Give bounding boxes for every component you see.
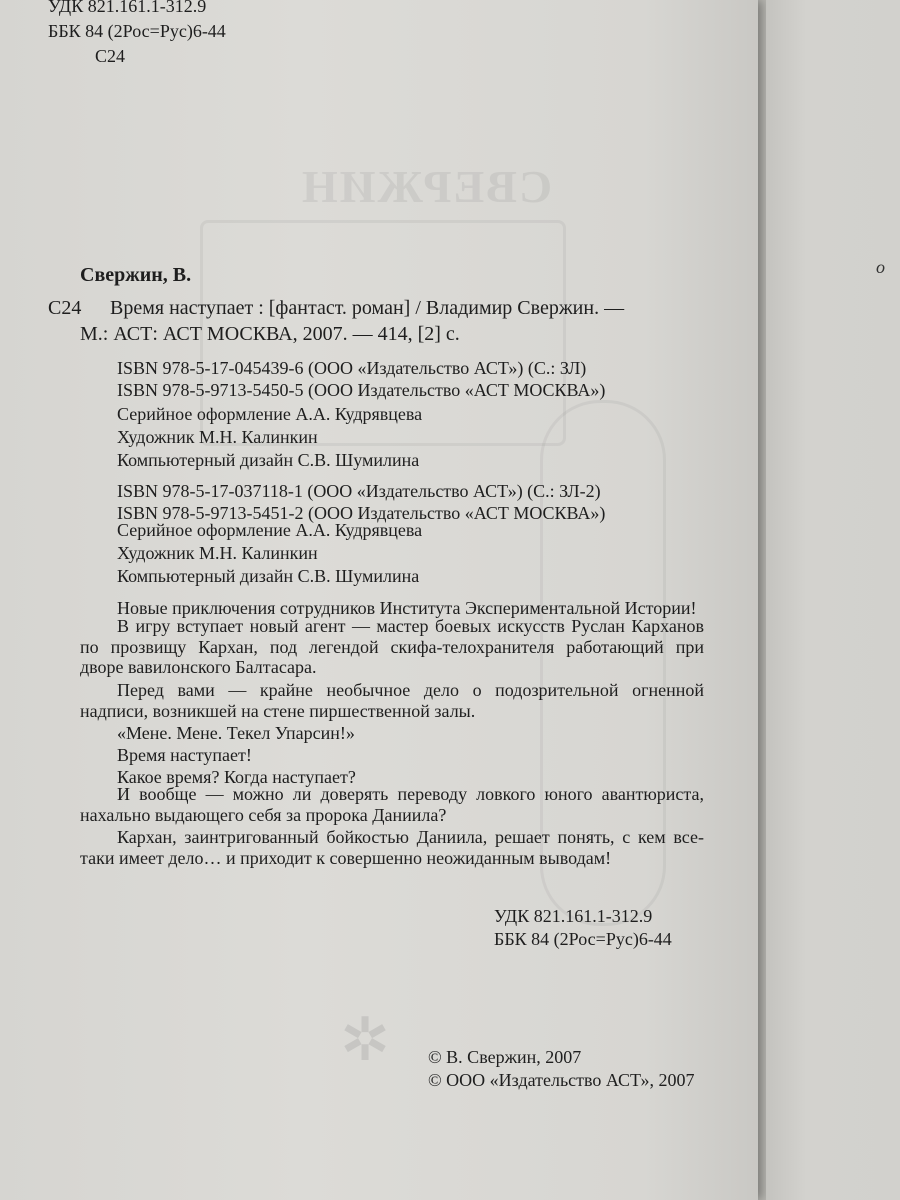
- udk-code-top: УДК 821.161.1-312.9: [48, 0, 207, 16]
- isbn-line: ISBN 978-5-17-045439-6 (ООО «Издательство АСТ») (С.: ЗЛ): [117, 358, 587, 378]
- adjacent-page-fragment: о: [876, 257, 885, 277]
- credit-line: Компьютерный дизайн С.В. Шумилина: [117, 566, 420, 586]
- copyright-line: © ООО «Издательство АСТ», 2007: [428, 1070, 695, 1090]
- isbn-line: ISBN 978-5-17-037118-1 (ООО «Издательство АСТ») (С.: ЗЛ-2): [117, 481, 601, 501]
- annotation-paragraph: Время наступает!: [117, 745, 252, 765]
- credit-line: Художник М.Н. Калинкин: [117, 543, 318, 563]
- copyright-line: © В. Свержин, 2007: [428, 1047, 582, 1067]
- bbk-code-top: ББК 84 (2Рос=Рус)6-44: [48, 21, 226, 41]
- credit-line: Художник М.Н. Калинкин: [117, 427, 318, 447]
- annotation-paragraph: Кархан, заинтригованный бойкостью Даниила, решает понять, с кем все- таки имеет дело… и приходит к совершенно неожиданным выводам!: [80, 827, 704, 868]
- bbk-code-bottom: ББК 84 (2Рос=Рус)6-44: [494, 929, 672, 949]
- imprint-line: М.: АСТ: АСТ МОСКВА, 2007. — 414, [2] с.: [80, 323, 460, 345]
- annotation-paragraph: Перед вами — крайне необычное дело о подозрительной огненной надписи, возникшей на стене пиршественной залы.: [80, 680, 704, 721]
- author-mark-top: С24: [95, 46, 126, 66]
- adjacent-page: [766, 0, 900, 1200]
- author-name: Свержин, В.: [80, 264, 192, 286]
- credit-line: Компьютерный дизайн С.В. Шумилина: [117, 450, 420, 470]
- isbn-line: ISBN 978-5-9713-5451-2 (ООО Издательство «АСТ МОСКВА»): [117, 503, 606, 523]
- show-through-logo: ✲: [339, 1007, 391, 1073]
- show-through-title: СВЕРЖИН: [300, 161, 553, 212]
- annotation-paragraph: И вообще — можно ли доверять переводу ловкого юного авантюриста, нахально выдающего себя за пророка Даниила?: [80, 784, 704, 825]
- udk-code-bottom: УДК 821.161.1-312.9: [494, 906, 653, 926]
- annotation-paragraph: Какое время? Когда наступает?: [117, 767, 356, 787]
- credit-line: Серийное оформление А.А. Кудрявцева: [117, 520, 423, 540]
- isbn-line: ISBN 978-5-9713-5450-5 (ООО Издательство «АСТ МОСКВА»): [117, 380, 606, 400]
- author-mark: С24: [48, 297, 82, 319]
- title-line: Время наступает : [фантаст. роман] / Владимир Свержин. —: [110, 297, 625, 319]
- annotation-paragraph: «Мене. Мене. Текел Упарсин!»: [117, 723, 355, 743]
- annotation-paragraph: В игру вступает новый агент — мастер боевых искусств Руслан Карханов по прозвищу Кархан, под легендой скифа-телохранителя работающий при дворе вавилонского Балтасара.: [80, 616, 704, 677]
- credit-line: Серийное оформление А.А. Кудрявцева: [117, 404, 423, 424]
- annotation-paragraph: Новые приключения сотрудников Института Экспериментальной Истории!: [117, 598, 697, 618]
